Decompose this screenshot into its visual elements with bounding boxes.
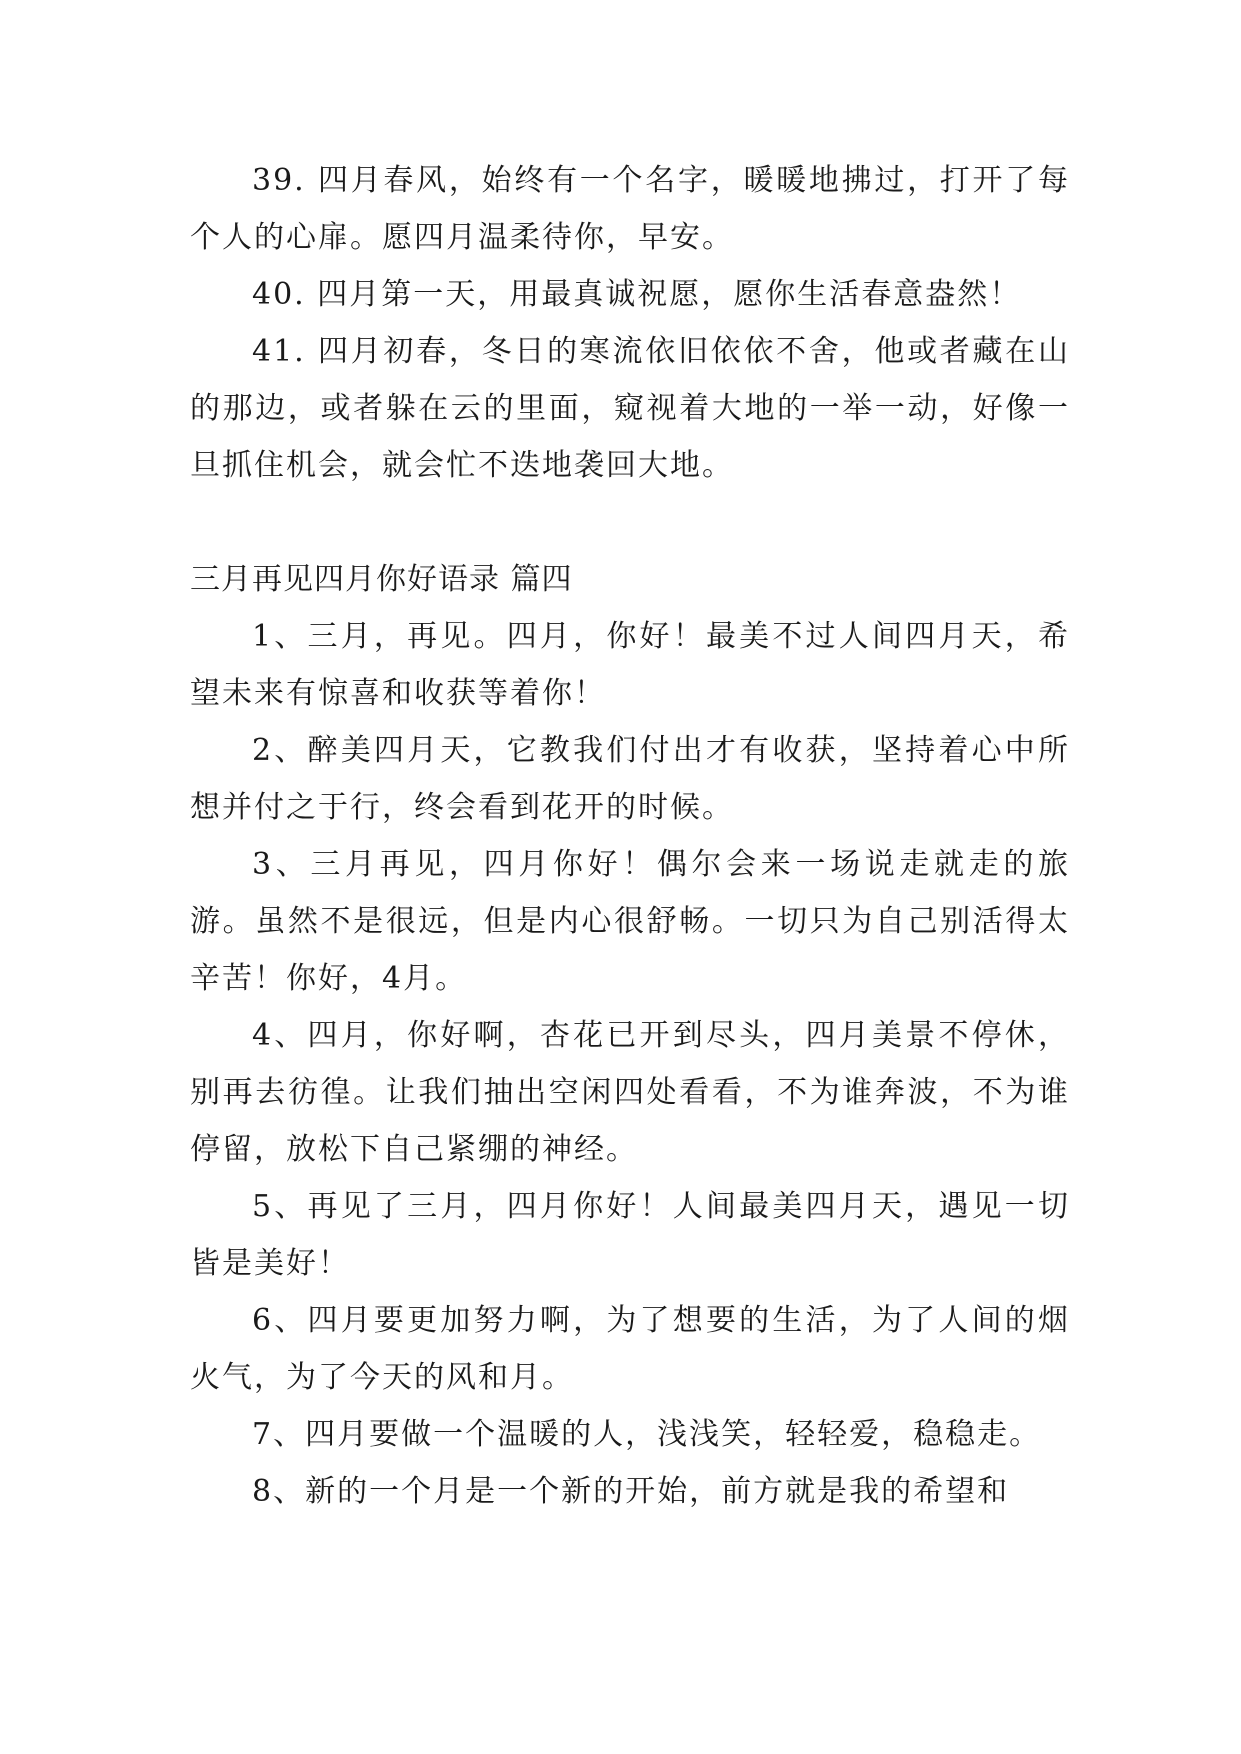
document-body bbox=[190, 152, 1070, 1520]
paragraph-41: 41. 四月初春，冬日的寒流依旧依依不舍，他或者藏在山的那边，或者躲在云的里面，窥视着大地的一举一动，好像一旦抓住机会，就会忙不迭地袭回大地。 bbox=[190, 334, 1070, 483]
paragraph-39: 39. 四月春风，始终有一个名字，暖暖地拂过，打开了每个人的心扉。愿四月温柔待你，早安。 bbox=[190, 163, 1070, 255]
paragraph-2: 2、醉美四月天，它教我们付出才有收获，坚持着心中所想并付之于行，终会看到花开的时候。 bbox=[190, 733, 1070, 825]
paragraph-1: 1、三月，再见。四月，你好！最美不过人间四月天，希望未来有惊喜和收获等着你！ bbox=[190, 619, 1070, 711]
paragraph-7: 7、四月要做一个温暖的人，浅浅笑，轻轻爱，稳稳走。 bbox=[252, 1417, 1042, 1452]
paragraph-4: 4、四月，你好啊，杏花已开到尽头，四月美景不停休，别再去彷徨。让我们抽出空闲四处看看，不为谁奔波，不为谁停留，放松下自己紧绷的神经。 bbox=[190, 1018, 1070, 1167]
paragraph-40: 40. 四月第一天，用最真诚祝愿，愿你生活春意盎然！ bbox=[252, 277, 1022, 312]
section-title: 三月再见四月你好语录 篇四 bbox=[190, 562, 573, 597]
paragraph-3: 3、三月再见，四月你好！偶尔会来一场说走就走的旅游。虽然不是很远，但是内心很舒畅。一切只为自己别活得太辛苦！你好，4月。 bbox=[190, 847, 1070, 996]
paragraph-8: 8、新的一个月是一个新的开始，前方就是我的希望和 bbox=[252, 1474, 1010, 1509]
paragraph-5: 5、再见了三月，四月你好！人间最美四月天，遇见一切皆是美好！ bbox=[190, 1189, 1070, 1281]
paragraph-6: 6、四月要更加努力啊，为了想要的生活，为了人间的烟火气，为了今天的风和月。 bbox=[190, 1303, 1070, 1395]
